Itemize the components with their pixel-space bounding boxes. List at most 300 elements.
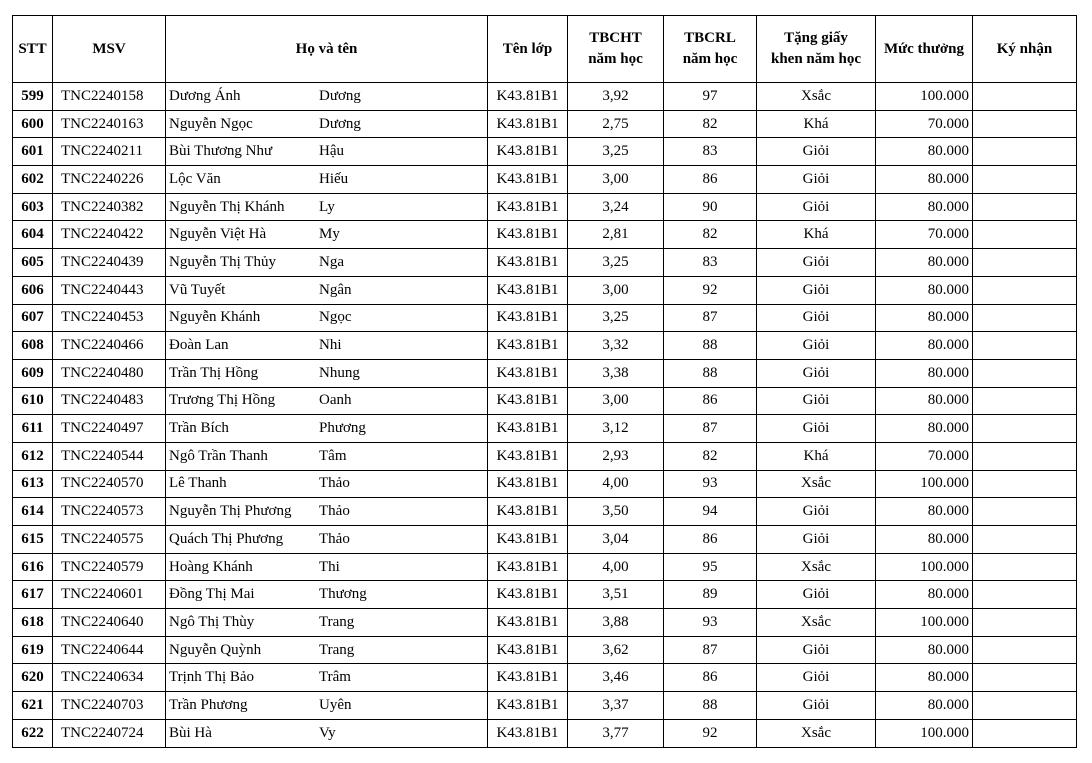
table-row (13, 581, 1077, 609)
cell-msv: TNC2240570 (53, 470, 166, 498)
cell-award: Giỏi (757, 304, 876, 332)
header-award (757, 16, 876, 83)
cell-surname: Bùi Hà (169, 724, 212, 741)
cell-class: K43.81B1 (488, 692, 568, 720)
cell-surname: Trương Thị Hồng (169, 392, 276, 409)
cell-stt: 610 (13, 387, 53, 415)
cell-award: Giỏi (757, 138, 876, 166)
cell-sign[interactable] (973, 110, 1077, 138)
cell-given-name: Phương (319, 420, 366, 437)
cell-stt: 620 (13, 664, 53, 692)
cell-name (166, 415, 488, 443)
table-row (13, 249, 1077, 277)
table-row (13, 636, 1077, 664)
table-row (13, 304, 1077, 332)
cell-given-name: Nhi (319, 337, 342, 354)
cell-tbcrl: 93 (664, 470, 757, 498)
cell-sign[interactable] (973, 719, 1077, 747)
table-row (13, 526, 1077, 554)
cell-reward: 70.000 (876, 110, 973, 138)
cell-stt: 606 (13, 276, 53, 304)
cell-given-name: Tâm (319, 447, 347, 464)
cell-name (166, 470, 488, 498)
cell-stt: 616 (13, 553, 53, 581)
table-row (13, 470, 1077, 498)
cell-sign[interactable] (973, 526, 1077, 554)
cell-reward: 100.000 (876, 553, 973, 581)
cell-surname: Nguyễn Quỳnh (169, 641, 262, 658)
cell-tbcht: 3,77 (568, 719, 664, 747)
cell-award: Giỏi (757, 498, 876, 526)
cell-sign[interactable] (973, 664, 1077, 692)
cell-msv: TNC2240573 (53, 498, 166, 526)
cell-class: K43.81B1 (488, 359, 568, 387)
cell-msv: TNC2240575 (53, 526, 166, 554)
cell-class: K43.81B1 (488, 221, 568, 249)
cell-name (166, 664, 488, 692)
cell-tbcht: 3,51 (568, 581, 664, 609)
cell-surname: Đồng Thị Mai (169, 586, 255, 603)
cell-stt: 607 (13, 304, 53, 332)
cell-given-name: My (319, 226, 340, 243)
cell-tbcrl: 87 (664, 636, 757, 664)
cell-given-name: Trang (319, 613, 355, 630)
cell-tbcrl: 95 (664, 553, 757, 581)
cell-name (166, 442, 488, 470)
cell-name (166, 609, 488, 637)
cell-tbcht: 3,12 (568, 415, 664, 443)
cell-class: K43.81B1 (488, 470, 568, 498)
cell-reward: 80.000 (876, 415, 973, 443)
cell-stt: 605 (13, 249, 53, 277)
cell-tbcht: 2,93 (568, 442, 664, 470)
cell-tbcrl: 88 (664, 332, 757, 360)
cell-name (166, 276, 488, 304)
cell-given-name: Dương (319, 87, 361, 104)
table-row (13, 110, 1077, 138)
cell-tbcht: 3,38 (568, 359, 664, 387)
cell-class: K43.81B1 (488, 83, 568, 111)
cell-class: K43.81B1 (488, 193, 568, 221)
cell-surname: Lê Thanh (169, 475, 227, 492)
cell-msv: TNC2240724 (53, 719, 166, 747)
cell-stt: 601 (13, 138, 53, 166)
cell-class: K43.81B1 (488, 332, 568, 360)
cell-tbcrl: 97 (664, 83, 757, 111)
cell-name (166, 636, 488, 664)
cell-tbcrl: 82 (664, 442, 757, 470)
cell-msv: TNC2240480 (53, 359, 166, 387)
cell-surname: Quách Thị Phương (169, 530, 284, 547)
cell-tbcrl: 88 (664, 692, 757, 720)
cell-stt: 614 (13, 498, 53, 526)
cell-given-name: Dương (319, 115, 361, 132)
cell-award: Xsắc (757, 553, 876, 581)
cell-tbcrl: 82 (664, 221, 757, 249)
cell-given-name: Oanh (319, 392, 352, 409)
table-row (13, 221, 1077, 249)
cell-stt: 609 (13, 359, 53, 387)
cell-tbcht: 3,32 (568, 332, 664, 360)
cell-msv: TNC2240497 (53, 415, 166, 443)
cell-sign[interactable] (973, 138, 1077, 166)
cell-class: K43.81B1 (488, 664, 568, 692)
cell-stt: 608 (13, 332, 53, 360)
cell-reward: 80.000 (876, 304, 973, 332)
cell-surname: Trần Bích (169, 420, 229, 437)
table-row (13, 332, 1077, 360)
cell-tbcht: 3,24 (568, 193, 664, 221)
cell-tbcrl: 86 (664, 166, 757, 194)
cell-tbcht: 3,50 (568, 498, 664, 526)
cell-sign[interactable] (973, 276, 1077, 304)
cell-given-name: Trang (319, 641, 355, 658)
cell-class: K43.81B1 (488, 609, 568, 637)
cell-class: K43.81B1 (488, 304, 568, 332)
cell-surname: Nguyễn Việt Hà (169, 226, 267, 243)
cell-sign[interactable] (973, 304, 1077, 332)
cell-given-name: Thảo (319, 475, 350, 492)
cell-tbcrl: 82 (664, 110, 757, 138)
cell-sign[interactable] (973, 387, 1077, 415)
cell-tbcht: 2,81 (568, 221, 664, 249)
header-stt: STT (13, 16, 53, 83)
cell-stt: 600 (13, 110, 53, 138)
cell-tbcrl: 86 (664, 664, 757, 692)
cell-award: Xsắc (757, 609, 876, 637)
cell-tbcht: 3,00 (568, 387, 664, 415)
cell-class: K43.81B1 (488, 442, 568, 470)
cell-surname: Hoàng Khánh (169, 558, 253, 575)
cell-given-name: Ngọc (319, 309, 352, 326)
cell-tbcrl: 92 (664, 719, 757, 747)
cell-award: Giỏi (757, 692, 876, 720)
cell-sign[interactable] (973, 415, 1077, 443)
cell-name (166, 83, 488, 111)
cell-sign[interactable] (973, 470, 1077, 498)
cell-given-name: Nga (319, 253, 344, 270)
cell-tbcht: 3,00 (568, 276, 664, 304)
cell-award: Giỏi (757, 526, 876, 554)
cell-class: K43.81B1 (488, 498, 568, 526)
cell-tbcht: 3,04 (568, 526, 664, 554)
cell-name (166, 138, 488, 166)
cell-surname: Ngô Thị Thùy (169, 613, 255, 630)
cell-msv: TNC2240211 (53, 138, 166, 166)
cell-tbcrl: 94 (664, 498, 757, 526)
table-row (13, 387, 1077, 415)
cell-tbcrl: 87 (664, 415, 757, 443)
cell-tbcrl: 90 (664, 193, 757, 221)
cell-stt: 602 (13, 166, 53, 194)
cell-sign[interactable] (973, 442, 1077, 470)
cell-msv: TNC2240644 (53, 636, 166, 664)
cell-sign[interactable] (973, 221, 1077, 249)
cell-tbcht: 4,00 (568, 553, 664, 581)
cell-tbcrl: 93 (664, 609, 757, 637)
cell-sign[interactable] (973, 166, 1077, 194)
cell-given-name: Nhung (319, 364, 360, 381)
cell-tbcrl: 87 (664, 304, 757, 332)
header-tbcht-line2: năm học (588, 51, 643, 67)
cell-award: Giỏi (757, 359, 876, 387)
cell-sign[interactable] (973, 83, 1077, 111)
cell-reward: 70.000 (876, 221, 973, 249)
cell-name (166, 359, 488, 387)
cell-given-name: Thảo (319, 503, 350, 520)
table-row (13, 83, 1077, 111)
cell-name (166, 110, 488, 138)
cell-name (166, 581, 488, 609)
cell-surname: Trần Phương (169, 696, 248, 713)
cell-award: Giỏi (757, 387, 876, 415)
table-row (13, 609, 1077, 637)
cell-award: Xsắc (757, 83, 876, 111)
cell-tbcrl: 83 (664, 249, 757, 277)
table-row (13, 664, 1077, 692)
cell-sign[interactable] (973, 359, 1077, 387)
cell-msv: TNC2240422 (53, 221, 166, 249)
cell-reward: 80.000 (876, 193, 973, 221)
cell-reward: 100.000 (876, 83, 973, 111)
cell-tbcrl: 83 (664, 138, 757, 166)
table-row (13, 138, 1077, 166)
cell-class: K43.81B1 (488, 387, 568, 415)
cell-reward: 100.000 (876, 719, 973, 747)
cell-msv: TNC2240226 (53, 166, 166, 194)
cell-class: K43.81B1 (488, 636, 568, 664)
cell-given-name: Hiếu (319, 170, 349, 187)
cell-sign[interactable] (973, 581, 1077, 609)
cell-class: K43.81B1 (488, 719, 568, 747)
cell-msv: TNC2240443 (53, 276, 166, 304)
cell-msv: TNC2240158 (53, 83, 166, 111)
cell-tbcht: 3,00 (568, 166, 664, 194)
cell-tbcrl: 86 (664, 387, 757, 415)
cell-sign[interactable] (973, 332, 1077, 360)
cell-surname: Ngô Trần Thanh (169, 447, 268, 464)
cell-reward: 80.000 (876, 692, 973, 720)
cell-name (166, 387, 488, 415)
cell-tbcht: 2,75 (568, 110, 664, 138)
cell-tbcrl: 89 (664, 581, 757, 609)
cell-reward: 80.000 (876, 498, 973, 526)
table-row (13, 193, 1077, 221)
table-row (13, 692, 1077, 720)
cell-name (166, 526, 488, 554)
cell-name (166, 221, 488, 249)
cell-award: Xsắc (757, 470, 876, 498)
cell-given-name: Thảo (319, 530, 350, 547)
table-row (13, 498, 1077, 526)
cell-given-name: Hậu (319, 143, 344, 160)
cell-surname: Vũ Tuyết (169, 281, 226, 298)
cell-stt: 599 (13, 83, 53, 111)
header-tbcht (568, 16, 664, 83)
cell-stt: 615 (13, 526, 53, 554)
cell-stt: 619 (13, 636, 53, 664)
cell-surname: Nguyễn Thị Thủy (169, 253, 276, 270)
cell-class: K43.81B1 (488, 553, 568, 581)
cell-given-name: Trâm (319, 669, 351, 686)
cell-surname: Nguyễn Thị Phương (169, 503, 292, 520)
cell-stt: 617 (13, 581, 53, 609)
cell-msv: TNC2240640 (53, 609, 166, 637)
cell-award: Giỏi (757, 166, 876, 194)
cell-tbcht: 3,92 (568, 83, 664, 111)
cell-stt: 604 (13, 221, 53, 249)
cell-reward: 80.000 (876, 387, 973, 415)
cell-reward: 80.000 (876, 332, 973, 360)
cell-stt: 621 (13, 692, 53, 720)
cell-award: Khá (757, 442, 876, 470)
cell-stt: 618 (13, 609, 53, 637)
cell-given-name: Thương (319, 586, 367, 603)
cell-surname: Trần Thị Hồng (169, 364, 259, 381)
cell-class: K43.81B1 (488, 138, 568, 166)
cell-sign[interactable] (973, 692, 1077, 720)
cell-class: K43.81B1 (488, 166, 568, 194)
cell-surname: Bùi Thương Như (169, 143, 273, 160)
cell-surname: Dương Ánh (169, 87, 241, 104)
table-row (13, 166, 1077, 194)
cell-tbcht: 3,62 (568, 636, 664, 664)
cell-surname: Nguyễn Khánh (169, 309, 261, 326)
cell-reward: 80.000 (876, 138, 973, 166)
cell-msv: TNC2240634 (53, 664, 166, 692)
cell-tbcrl: 92 (664, 276, 757, 304)
header-sign: Ký nhận (973, 16, 1077, 83)
cell-award: Giỏi (757, 249, 876, 277)
cell-reward: 80.000 (876, 636, 973, 664)
cell-name (166, 498, 488, 526)
cell-tbcrl: 88 (664, 359, 757, 387)
cell-msv: TNC2240453 (53, 304, 166, 332)
cell-award: Giỏi (757, 332, 876, 360)
cell-tbcht: 3,25 (568, 138, 664, 166)
cell-reward: 70.000 (876, 442, 973, 470)
header-reward: Mức thưởng (876, 16, 973, 83)
cell-sign[interactable] (973, 553, 1077, 581)
cell-name (166, 193, 488, 221)
header-class: Tên lớp (488, 16, 568, 83)
cell-class: K43.81B1 (488, 276, 568, 304)
cell-stt: 603 (13, 193, 53, 221)
cell-stt: 613 (13, 470, 53, 498)
cell-surname: Trịnh Thị Bảo (169, 669, 255, 686)
cell-reward: 100.000 (876, 609, 973, 637)
cell-class: K43.81B1 (488, 581, 568, 609)
cell-name (166, 249, 488, 277)
cell-award: Giỏi (757, 193, 876, 221)
cell-surname: Đoàn Lan (169, 337, 229, 354)
cell-msv: TNC2240703 (53, 692, 166, 720)
cell-stt: 622 (13, 719, 53, 747)
cell-stt: 611 (13, 415, 53, 443)
cell-given-name: Uyên (319, 696, 352, 713)
cell-reward: 80.000 (876, 276, 973, 304)
cell-sign[interactable] (973, 636, 1077, 664)
cell-reward: 80.000 (876, 581, 973, 609)
cell-tbcht: 3,46 (568, 664, 664, 692)
table-row (13, 442, 1077, 470)
cell-reward: 80.000 (876, 359, 973, 387)
cell-sign[interactable] (973, 193, 1077, 221)
table-row (13, 719, 1077, 747)
table-row (13, 276, 1077, 304)
cell-sign[interactable] (973, 498, 1077, 526)
cell-tbcht: 3,25 (568, 304, 664, 332)
cell-award: Giỏi (757, 415, 876, 443)
cell-name (166, 719, 488, 747)
cell-award: Xsắc (757, 719, 876, 747)
header-msv: MSV (53, 16, 166, 83)
cell-award: Khá (757, 110, 876, 138)
cell-surname: Lộc Văn (169, 170, 221, 187)
table-row (13, 553, 1077, 581)
cell-tbcht: 3,25 (568, 249, 664, 277)
cell-name (166, 166, 488, 194)
header-name: Họ và tên (166, 16, 488, 83)
cell-surname: Nguyễn Thị Khánh (169, 198, 285, 215)
cell-award: Giỏi (757, 664, 876, 692)
cell-sign[interactable] (973, 609, 1077, 637)
cell-given-name: Ngân (319, 281, 352, 298)
cell-class: K43.81B1 (488, 415, 568, 443)
cell-msv: TNC2240544 (53, 442, 166, 470)
cell-given-name: Vy (319, 724, 336, 741)
header-tbcrl-line1: TBCRL (684, 30, 736, 46)
cell-award: Giỏi (757, 276, 876, 304)
cell-msv: TNC2240601 (53, 581, 166, 609)
cell-sign[interactable] (973, 249, 1077, 277)
student-award-table (12, 15, 1077, 748)
cell-reward: 80.000 (876, 166, 973, 194)
cell-reward: 100.000 (876, 470, 973, 498)
cell-award: Giỏi (757, 581, 876, 609)
cell-reward: 80.000 (876, 526, 973, 554)
cell-reward: 80.000 (876, 249, 973, 277)
cell-name (166, 553, 488, 581)
cell-msv: TNC2240466 (53, 332, 166, 360)
header-tbcrl (664, 16, 757, 83)
cell-tbcht: 3,88 (568, 609, 664, 637)
table-row (13, 415, 1077, 443)
cell-stt: 612 (13, 442, 53, 470)
table-row (13, 359, 1077, 387)
cell-msv: TNC2240579 (53, 553, 166, 581)
cell-class: K43.81B1 (488, 249, 568, 277)
cell-award: Khá (757, 221, 876, 249)
cell-name (166, 332, 488, 360)
cell-given-name: Thi (319, 558, 340, 575)
cell-msv: TNC2240382 (53, 193, 166, 221)
header-award-line2: khen năm học (770, 51, 862, 67)
cell-msv: TNC2240163 (53, 110, 166, 138)
cell-tbcht: 4,00 (568, 470, 664, 498)
cell-class: K43.81B1 (488, 110, 568, 138)
header-award-line1: Tặng giấy (784, 30, 848, 46)
cell-surname: Nguyễn Ngọc (169, 115, 253, 132)
cell-tbcrl: 86 (664, 526, 757, 554)
header-tbcrl-line2: năm học (682, 51, 738, 67)
cell-class: K43.81B1 (488, 526, 568, 554)
cell-given-name: Ly (319, 198, 335, 215)
cell-msv: TNC2240483 (53, 387, 166, 415)
cell-reward: 80.000 (876, 664, 973, 692)
cell-award: Giỏi (757, 636, 876, 664)
header-row (13, 16, 1077, 83)
